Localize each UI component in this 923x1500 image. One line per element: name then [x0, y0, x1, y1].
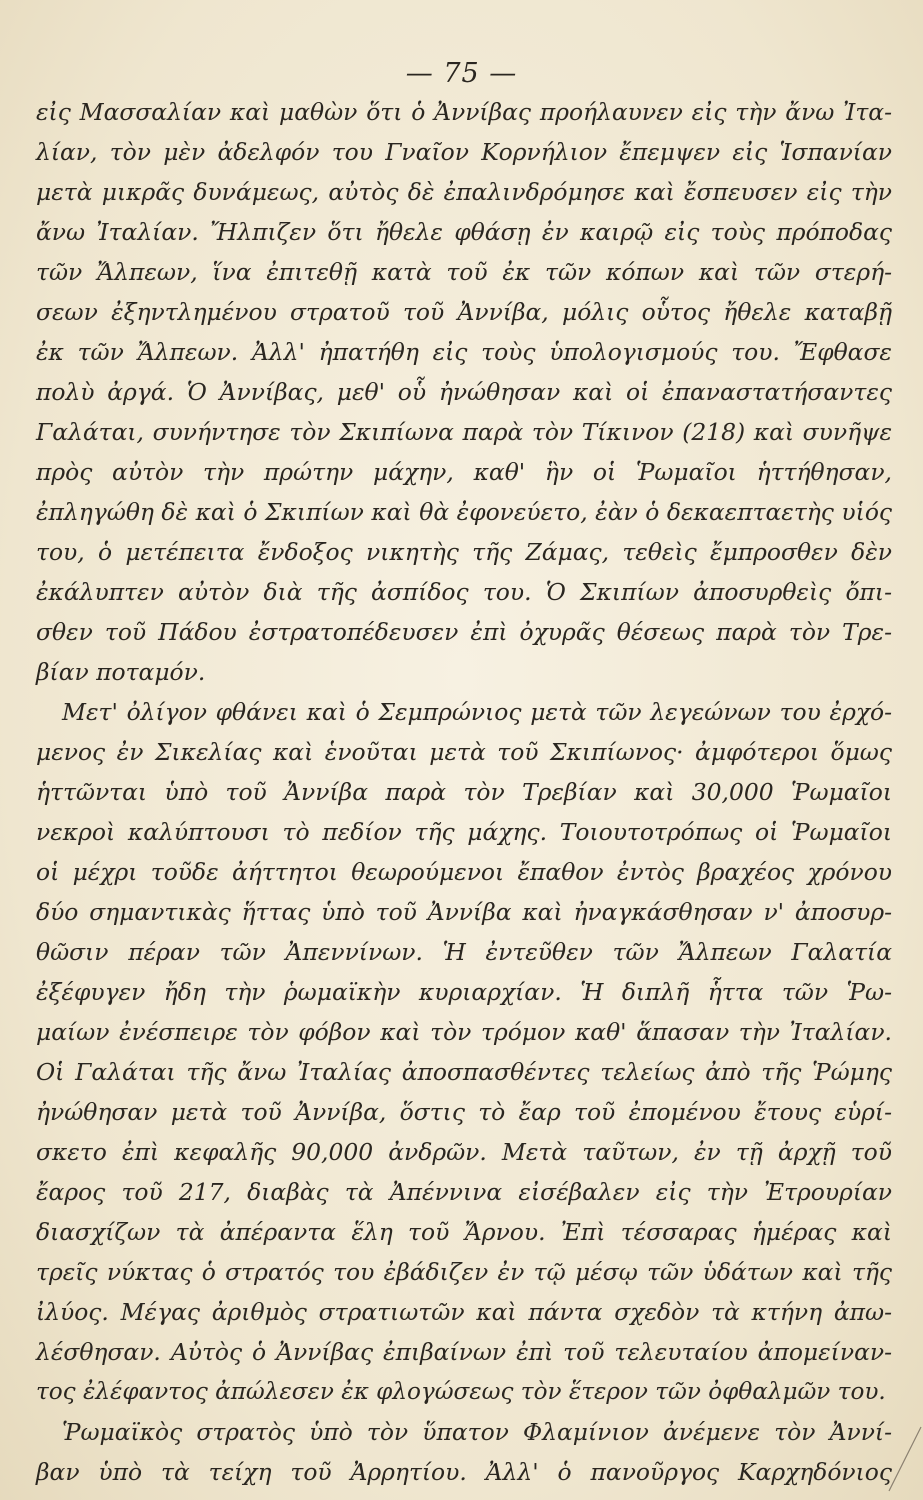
text-line: τος ἐλέφαντος ἀπώλεσεν ἐκ φλογώσεως τὸν ἕτερον τῶν ὀφθαλμῶν του.	[36, 1379, 886, 1405]
text-line: βαν ὑπὸ τὰ τείχη τοῦ Ἀρρητίου. Ἀλλ' ὁ πανοῦργος Καρχηδόνιος	[36, 1458, 892, 1486]
text-line: μετὰ μικρᾶς δυνάμεως, αὐτὸς δὲ ἐπαλινδρόμησε καὶ ἔσπευσεν εἰς τὴν	[36, 178, 892, 206]
text-line: πολὺ ἀργά. Ὁ Ἀννίβας, μεθ' οὗ ἠνώθησαν καὶ οἱ ἐπαναστατήσαντες	[36, 378, 892, 406]
paragraph-3	[36, 1412, 892, 1492]
text-line: δύο σημαντικὰς ἥττας ὑπὸ τοῦ Ἀννίβα καὶ ἠναγκάσθησαν ν' ἀποσυρ-	[36, 898, 892, 926]
text-line: ἐκάλυπτεν αὐτὸν διὰ τῆς ἀσπίδος του. Ὁ Σκιπίων ἀποσυρθεὶς ὄπι-	[36, 578, 892, 606]
text-line: νεκροὶ καλύπτουσι τὸ πεδίον τῆς μάχης. Τοιουτοτρόπως οἱ Ῥωμαῖοι	[36, 818, 892, 846]
text-line: σθεν τοῦ Πάδου ἐστρατοπέδευσεν ἐπὶ ὀχυρᾶς θέσεως παρὰ τὸν Τρε-	[36, 618, 892, 646]
text-line: εἰς Μασσαλίαν καὶ μαθὼν ὅτι ὁ Ἀννίβας προήλαυνεν εἰς τὴν ἄνω Ἰτα-	[36, 98, 892, 126]
text-line: ἐπληγώθη δὲ καὶ ὁ Σκιπίων καὶ θὰ ἐφονεύετο, ἐὰν ὁ δεκαεπταετὴς υἱός	[36, 498, 892, 526]
text-line: ἔαρος τοῦ 217, διαβὰς τὰ Ἀπέννινα εἰσέβαλεν εἰς τὴν Ἐτρουρίαν	[36, 1178, 892, 1206]
page-number: — 75 —	[405, 58, 518, 89]
text-line: ἰλύος. Μέγας ἀριθμὸς στρατιωτῶν καὶ πάντα σχεδὸν τὰ κτήνη ἀπω-	[36, 1298, 892, 1326]
text-line: πρὸς αὐτὸν τὴν πρώτην μάχην, καθ' ἣν οἱ Ῥωμαῖοι ἡττήθησαν,	[36, 458, 892, 486]
body-text	[36, 92, 892, 1492]
text-line: λίαν, τὸν μὲν ἀδελφόν του Γναῖον Κορνήλιον ἔπεμψεν εἰς Ἱσπανίαν	[36, 138, 892, 166]
text-line: διασχίζων τὰ ἀπέραντα ἕλη τοῦ Ἄρνου. Ἐπὶ τέσσαρας ἡμέρας καὶ	[36, 1218, 892, 1246]
text-line: ἠνώθησαν μετὰ τοῦ Ἀννίβα, ὅστις τὸ ἔαρ τοῦ ἐπομένου ἔτους εὑρί-	[36, 1098, 892, 1126]
text-line: οἱ μέχρι τοῦδε ἀήττητοι θεωρούμενοι ἔπαθον ἐντὸς βραχέος χρόνου	[36, 858, 892, 886]
text-line: βίαν ποταμόν.	[36, 658, 206, 686]
paragraph-1	[36, 92, 892, 692]
text-line: τῶν Ἄλπεων, ἵνα ἐπιτεθῇ κατὰ τοῦ ἐκ τῶν κόπων καὶ τῶν στερή-	[36, 258, 892, 286]
text-line: ἐκ τῶν Ἄλπεων. Ἀλλ' ἠπατήθη εἰς τοὺς ὑπολογισμούς του. Ἔφθασε	[36, 338, 892, 366]
text-line: θῶσιν πέραν τῶν Ἀπεννίνων. Ἡ ἐντεῦθεν τῶν Ἄλπεων Γαλατία	[36, 938, 892, 966]
text-line: σεων ἐξηντλημένου στρατοῦ τοῦ Ἀννίβα, μόλις οὗτος ἤθελε καταβῇ	[36, 298, 892, 326]
text-line: ἄνω Ἰταλίαν. Ἤλπιζεν ὅτι ἤθελε φθάσῃ ἐν καιρῷ εἰς τοὺς πρόποδας	[36, 218, 892, 246]
text-line: τρεῖς νύκτας ὁ στρατός του ἐβάδιζεν ἐν τῷ μέσῳ τῶν ὑδάτων καὶ τῆς	[36, 1258, 892, 1286]
text-line: Ῥωμαϊκὸς στρατὸς ὑπὸ τὸν ὕπατον Φλαμίνιον ἀνέμενε τὸν Ἀννί-	[62, 1418, 892, 1446]
text-line: σκετο ἐπὶ κεφαλῆς 90,000 ἀνδρῶν. Μετὰ ταῦτων, ἐν τῇ ἀρχῇ τοῦ	[36, 1138, 892, 1166]
text-line: Γαλάται, συνήντησε τὸν Σκιπίωνα παρὰ τὸν Τίκινον (218) καὶ συνῆψε	[36, 418, 892, 446]
text-line: μενος ἐν Σικελίας καὶ ἑνοῦται μετὰ τοῦ Σκιπίωνος· ἀμφότεροι ὅμως	[36, 738, 892, 766]
text-line: λέσθησαν. Αὐτὸς ὁ Ἀννίβας ἐπιβαίνων ἐπὶ τοῦ τελευταίου ἀπομείναν-	[36, 1338, 892, 1366]
text-line: μαίων ἐνέσπειρε τὸν φόβον καὶ τὸν τρόμον καθ' ἅπασαν τὴν Ἰταλίαν.	[36, 1018, 892, 1046]
text-line: ἡττῶνται ὑπὸ τοῦ Ἀννίβα παρὰ τὸν Τρεβίαν καὶ 30,000 Ῥωμαῖοι	[36, 778, 892, 806]
text-line: ἐξέφυγεν ἤδη τὴν ῥωμαϊκὴν κυριαρχίαν. Ἡ διπλῆ ἧττα τῶν Ῥω-	[36, 978, 892, 1006]
text-line: Μετ' ὀλίγον φθάνει καὶ ὁ Σεμπρώνιος μετὰ τῶν λεγεώνων του ἐρχό-	[62, 698, 892, 726]
paragraph-2	[36, 692, 892, 1412]
pencil-mark	[883, 1425, 923, 1495]
text-line: του, ὁ μετέπειτα ἔνδοξος νικητὴς τῆς Ζάμας, τεθεὶς ἔμπροσθεν δὲν	[36, 538, 892, 566]
text-line: Οἱ Γαλάται τῆς ἄνω Ἰταλίας ἀποσπασθέντες τελείως ἀπὸ τῆς Ῥώμης	[36, 1058, 892, 1086]
